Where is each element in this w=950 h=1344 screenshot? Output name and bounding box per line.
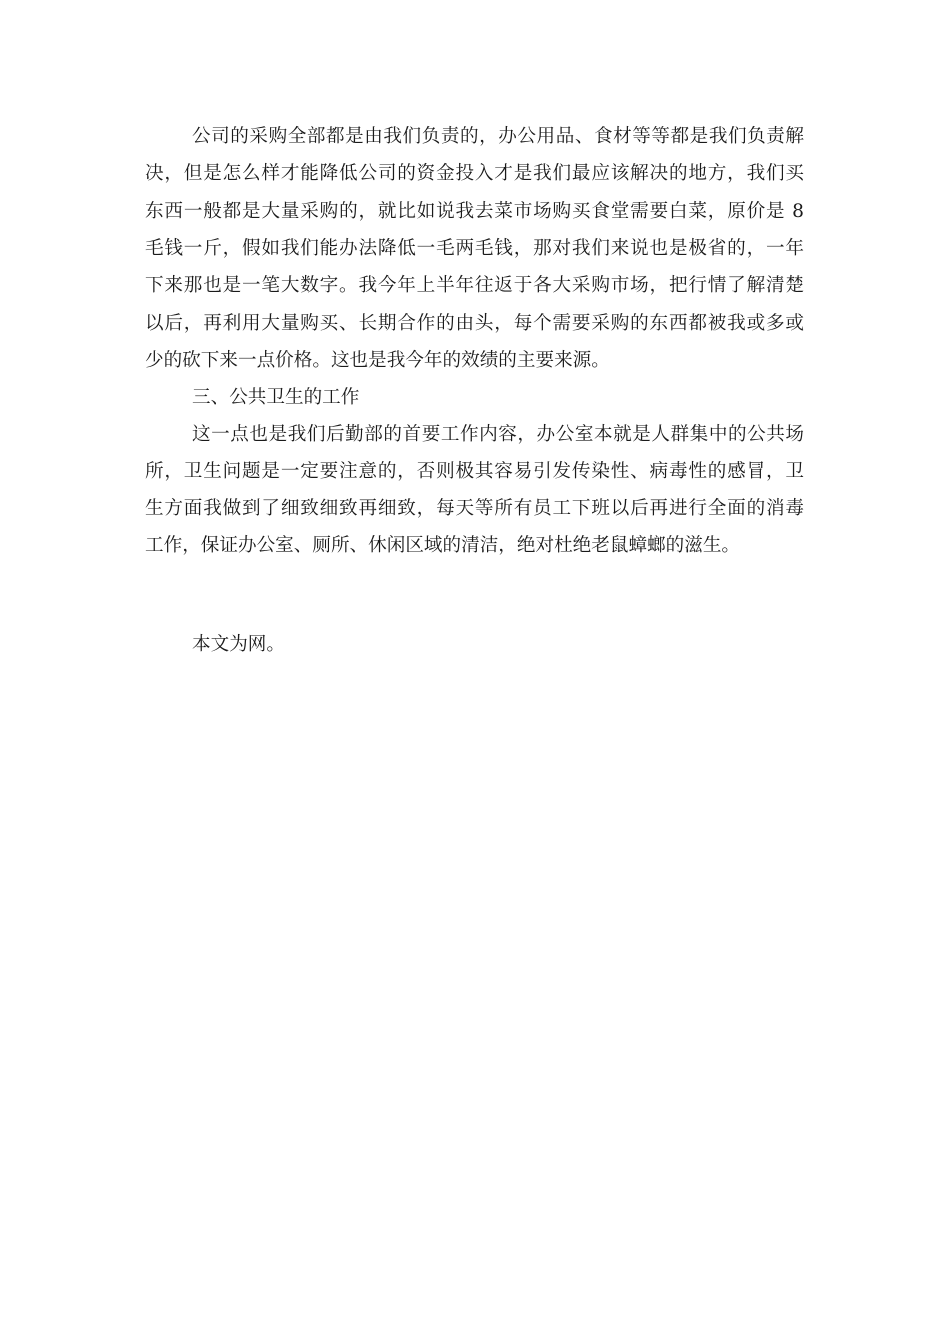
section-heading: 三、公共卫生的工作	[192, 387, 360, 408]
hygiene-paragraph-line-1: 这一点也是我们后勤部的首要工作内容，办公室本就是人群集中的公共场	[192, 424, 804, 445]
purchasing-paragraph-line-3: 东西一般都是大量采购的，就比如说我去菜市场购买食堂需要白菜，原价是 8	[145, 201, 804, 222]
purchasing-paragraph-line-7: 少的砍下来一点价格。这也是我今年的效绩的主要来源。	[145, 350, 610, 371]
purchasing-paragraph-line-5: 下来那也是一笔大数字。我今年上半年往返于各大采购市场，把行情了解清楚	[145, 275, 804, 296]
hygiene-paragraph-line-2: 所，卫生问题是一定要注意的，否则极其容易引发传染性、病毒性的感冒，卫	[145, 461, 804, 482]
hygiene-paragraph-line-3: 生方面我做到了细致细致再细致，每天等所有员工下班以后再进行全面的消毒	[145, 498, 804, 519]
purchasing-paragraph-line-4: 毛钱一斤，假如我们能办法降低一毛两毛钱，那对我们来说也是极省的，一年	[145, 238, 804, 259]
purchasing-paragraph-line-2: 决，但是怎么样才能降低公司的资金投入才是我们最应该解决的地方，我们买	[145, 163, 804, 184]
purchasing-paragraph-line-1: 公司的采购全部都是由我们负责的，办公用品、食材等等都是我们负责解	[192, 126, 804, 147]
footer-note: 本文为网。	[192, 634, 285, 655]
hygiene-paragraph-line-4: 工作，保证办公室、厕所、休闲区域的清洁，绝对杜绝老鼠蟑螂的滋生。	[145, 535, 741, 556]
purchasing-paragraph-line-6: 以后，再利用大量购买、长期合作的由头，每个需要采购的东西都被我或多或	[145, 313, 804, 334]
